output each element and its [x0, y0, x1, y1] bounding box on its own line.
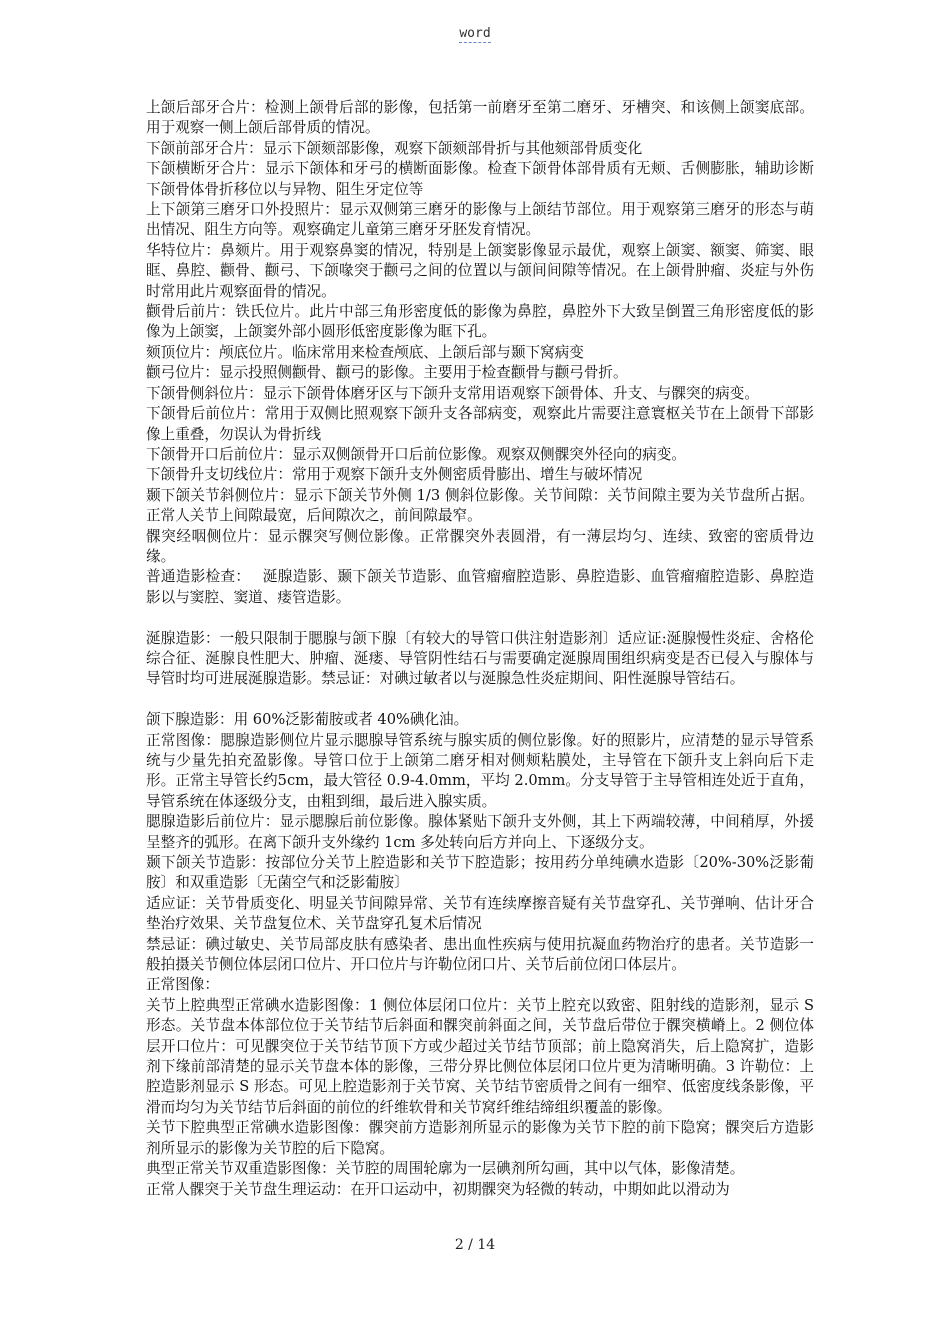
- body-paragraph: 上下颌第三磨牙口外投照片：显示双侧第三磨牙的影像与上颌结节部位。用于观察第三磨牙的形态与萌出情况、阻生方向等。观察确定儿童第三磨牙牙胚发育情况。: [146, 201, 814, 239]
- body-paragraph: 华特位片：鼻颏片。用于观察鼻窦的情况，特别是上颌窦影像显示最优，观察上颌窦、额窦、筛窦、眼眶、鼻腔、颧骨、颧弓、下颌喙突于颧弓之间的位置以与颌间间隙等情况。在上颌骨肿瘤、炎症与外伤时常用此片观察面骨的情况。: [146, 241, 814, 300]
- body-paragraph: 典型正常关节双重造影图像：关节腔的周围轮廓为一层碘剂所勾画，其中以气体，影像清楚。: [146, 1160, 745, 1178]
- header-word-label: word: [459, 26, 491, 41]
- body-paragraph: 下颌前部牙合片：显示下颌颏部影像，观察下颌颏部骨折与其他颏部骨质变化: [146, 139, 643, 157]
- body-paragraph: 上颌后部牙合片：检测上颌骨后部的影像，包括第一前磨牙至第二磨牙、牙槽突、和该侧上颌窦底部。用于观察一侧上颌后部骨质的情况。: [146, 99, 814, 137]
- body-paragraph: 正常人髁突于关节盘生理运动：在开口运动中，初期髁突为轻微的转动，中期如此以滑动为: [146, 1180, 730, 1198]
- body-paragraph: 正常图像：: [146, 976, 219, 994]
- blank-line: [146, 608, 814, 628]
- body-paragraph: 适应证：关节骨质变化、明显关节间隙异常、关节有连续摩擦音疑有关节盘穿孔、关节弹响、估计牙合垫治疗效果、关节盘复位术、关节盘穿孔复术后情况: [146, 894, 814, 933]
- body-paragraph: 腮腺造影后前位片：显示腮腺后前位影像。腺体紧贴下颌升支外侧，其上下两端较薄，中间稍厚，外援呈整齐的弧形。在离下颌升支外缘约 1cm 多处转向后方并向上、下逐级分支。: [146, 813, 814, 851]
- body-paragraph: 下颌骨升支切线位片：常用于观察下颌升支外侧密质骨膨出、增生与破坏情况: [146, 466, 643, 484]
- body-paragraph: 正常图像：腮腺造影侧位片显示腮腺导管系统与腺实质的侧位影像。好的照影片，应清楚的显示导管系统与少量先拍充盈影像。导管口位于上颌第二磨牙相对侧颊粘膜处，主导管在下颌升支上斜向后下走形。正常主导管长约5cm，最大管径 0.9-4.0mm，平均 2.0mm。分支导管于主导管相连处近于直角，导管系统在体逐级分支，由粗到细，最后进入腺实质。: [146, 731, 814, 810]
- body-paragraph: 颧骨后前片：铁氏位片。此片中部三角形密度低的影像为鼻腔，鼻腔外下大致呈倒置三角形密度低的影像为上颌窦，上颌窦外部小圆形低密度影像为眶下孔。: [146, 303, 814, 341]
- body-paragraph: 下颌骨侧斜位片：显示下颌骨体磨牙区与下颌升支常用语观察下颌骨体、升支、与髁突的病变。: [146, 384, 759, 402]
- body-paragraph: 下颌骨开口后前位片：显示双侧颌骨开口后前位影像。观察双侧髁突外径向的病变。: [146, 445, 686, 463]
- body-paragraph: 关节下腔典型正常碘水造影图像：髁突前方造影剂所显示的影像为关节下腔的前下隐窝；髁突后方造影剂所显示的影像为关节腔的后下隐窝。: [146, 1119, 814, 1157]
- document-body: [146, 98, 814, 1200]
- body-paragraph: 颞下颌关节造影：按部位分关节上腔造影和关节下腔造影；按用药分单纯碘水造影〔20%-30%泛影葡胺〕和双重造影〔无菌空气和泛影葡胺〕: [146, 854, 814, 892]
- body-paragraph: 髁突经咽侧位片：显示髁突写侧位影像。正常髁突外表圆滑，有一薄层均匀、连续、致密的密质骨边缘。: [146, 527, 814, 565]
- page-number: 2 / 14: [454, 1237, 496, 1253]
- body-paragraph: 关节上腔典型正常碘水造影图像：1 侧位体层闭口位片：关节上腔充以致密、阻射线的造影剂，显示 S 形态。关节盘本体部位位于关节结节后斜面和髁突前斜面之间，关节盘后带位于髁突横嵴上。2 侧位体层开口位片：可见髁突位于关节结节顶下方或少超过关节结节顶部；前上隐窝消失，后上隐窝扩，造影剂下缘前部清楚的显示关节盘本体的影像，三带分界比侧位体层闭口位片更为清晰明确。3 许勒位：上腔造影剂显示 S 形态。可见上腔造影剂于关节窝、关节结节密质骨之间有一细窄、低密度线条影像，平滑而均匀为关节结节后斜面的前位的纤维软骨和关节窝纤维结缔组织覆盖的影像。: [146, 996, 814, 1116]
- page-header: [0, 24, 950, 42]
- body-paragraph: 颧弓位片：显示投照侧颧骨、颧弓的影像。主要用于检查颧骨与颧弓骨折。: [146, 364, 628, 382]
- body-paragraph: 下颌横断牙合片：显示下颌体和牙弓的横断面影像。检查下颌骨体部骨质有无颊、舌侧膨胀，辅助诊断下颌骨体骨折移位以与异物、阻生牙定位等: [146, 160, 814, 198]
- body-paragraph: 颏顶位片：颅底位片。临床常用来检查颅底、上颌后部与颞下窝病变: [146, 343, 584, 361]
- body-paragraph: 普通造影检查： 涎腺造影、颞下颌关节造影、血管瘤瘤腔造影、鼻腔造影、血管瘤瘤腔造影、鼻腔造影以与窦腔、窦道、瘘管造影。: [146, 568, 814, 606]
- body-paragraph: 涎腺造影：一般只限制于腮腺与颌下腺〔有较大的导管口供注射造影剂〕适应证:涎腺慢性炎症、舍格伦综合征、涎腺良性肥大、肿瘤、涎瘘、导管阴性结石与需要确定涎腺周围组织病变是否已侵入与腺体与导管时均可进展涎腺造影。禁忌证：对碘过敏者以与涎腺急性炎症期间、阳性涎腺导管结石。: [146, 629, 814, 688]
- body-paragraph: 颞下颌关节斜侧位片：显示下颌关节外侧 1/3 侧斜位影像。关节间隙：关节间隙主要为关节盘所占据。正常人关节上间隙最宽，后间隙次之，前间隙最窄。: [146, 486, 814, 525]
- blank-line: [146, 690, 814, 710]
- body-paragraph: 下颌骨后前位片：常用于双侧比照观察下颌升支各部病变，观察此片需要注意寰枢关节在上颌骨下部影像上重叠，勿误认为骨折线: [146, 405, 814, 443]
- body-paragraph: 颌下腺造影：用 60%泛影葡胺或者 40%碘化油。: [146, 711, 469, 729]
- body-paragraph: 禁忌证：碘过敏史、关节局部皮肤有感染者、患出血性疾病与使用抗凝血药物治疗的患者。关节造影一般拍摄关节侧位体层闭口位片、开口位片与许勒位闭口片、关节后前位闭口体层片。: [146, 935, 814, 974]
